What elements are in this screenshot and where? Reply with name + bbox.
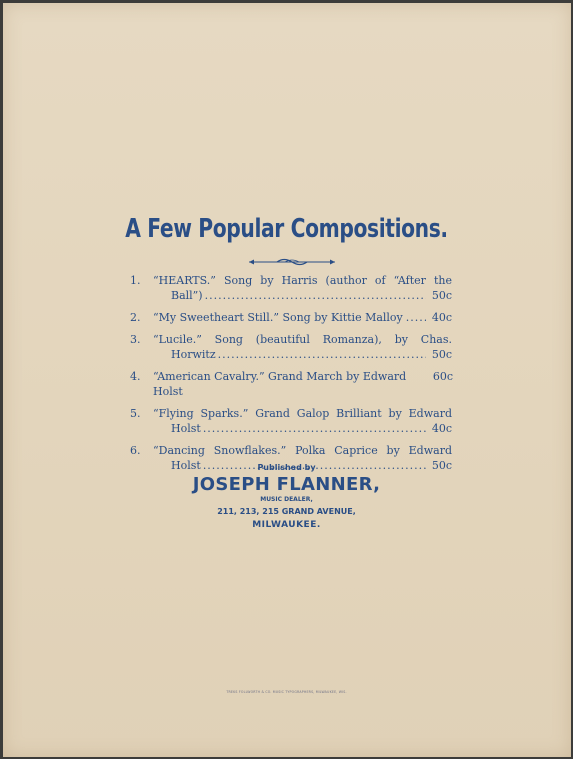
- item-title-continued: Horwitz: [171, 348, 216, 361]
- item-price: 40c: [431, 311, 452, 324]
- item-title-continued: Ball”): [171, 289, 203, 302]
- publisher-role: MUSIC DEALER,: [260, 496, 313, 503]
- item-title-continued: Holst: [171, 422, 201, 435]
- list-item: [130, 406, 452, 436]
- printer-credit: TREKS FOLLWORTH & CO. MUSIC TYPOGRAPHERS, MILWAUKEE, WIS.: [226, 690, 347, 694]
- item-number: 2.: [130, 311, 141, 324]
- ornament-divider: [247, 257, 337, 267]
- item-title: “Lucile.” Song (beautiful Romanza), by Chas.: [153, 333, 452, 346]
- item-price: 50c: [431, 459, 452, 472]
- item-price: 50c: [431, 348, 452, 361]
- item-title: “American Cavalry.” Grand March by Edward Holst: [153, 370, 407, 398]
- item-price: 60c: [432, 370, 454, 383]
- list-item: [130, 310, 452, 325]
- list-item: [130, 369, 452, 399]
- published-by-label: Published by: [257, 463, 316, 472]
- item-number: 1.: [130, 274, 141, 287]
- item-price: 50c: [431, 289, 452, 302]
- item-price: 40c: [431, 422, 452, 435]
- dot-leader: [205, 288, 426, 303]
- item-title-continued: Holst: [171, 459, 201, 472]
- list-item: [130, 273, 452, 303]
- page-title: A Few Popular Compositions.: [125, 214, 448, 244]
- dot-leader: [218, 347, 426, 362]
- publisher-city: MILWAUKEE.: [252, 520, 321, 530]
- publisher-address: 211, 213, 215 GRAND AVENUE,: [217, 507, 356, 516]
- item-number: 3.: [130, 333, 141, 346]
- dot-leader: [406, 310, 426, 325]
- item-title: “Dancing Snowflakes.” Polka Caprice by Edward: [153, 444, 452, 457]
- item-title: “Flying Sparks.” Grand Galop Brilliant by Edward: [153, 407, 452, 420]
- item-title: “My Sweetheart Still.” Song by Kittie Malloy: [153, 311, 403, 324]
- publisher-name: JOSEPH FLANNER,: [192, 474, 381, 495]
- list-item: [130, 332, 452, 362]
- item-number: 5.: [130, 407, 141, 420]
- dot-leader: [203, 421, 426, 436]
- item-title: “HEARTS.” Song by Harris (author of “After the: [153, 274, 452, 287]
- item-number: 6.: [130, 444, 141, 457]
- item-number: 4.: [130, 370, 141, 383]
- composition-list: [130, 273, 452, 480]
